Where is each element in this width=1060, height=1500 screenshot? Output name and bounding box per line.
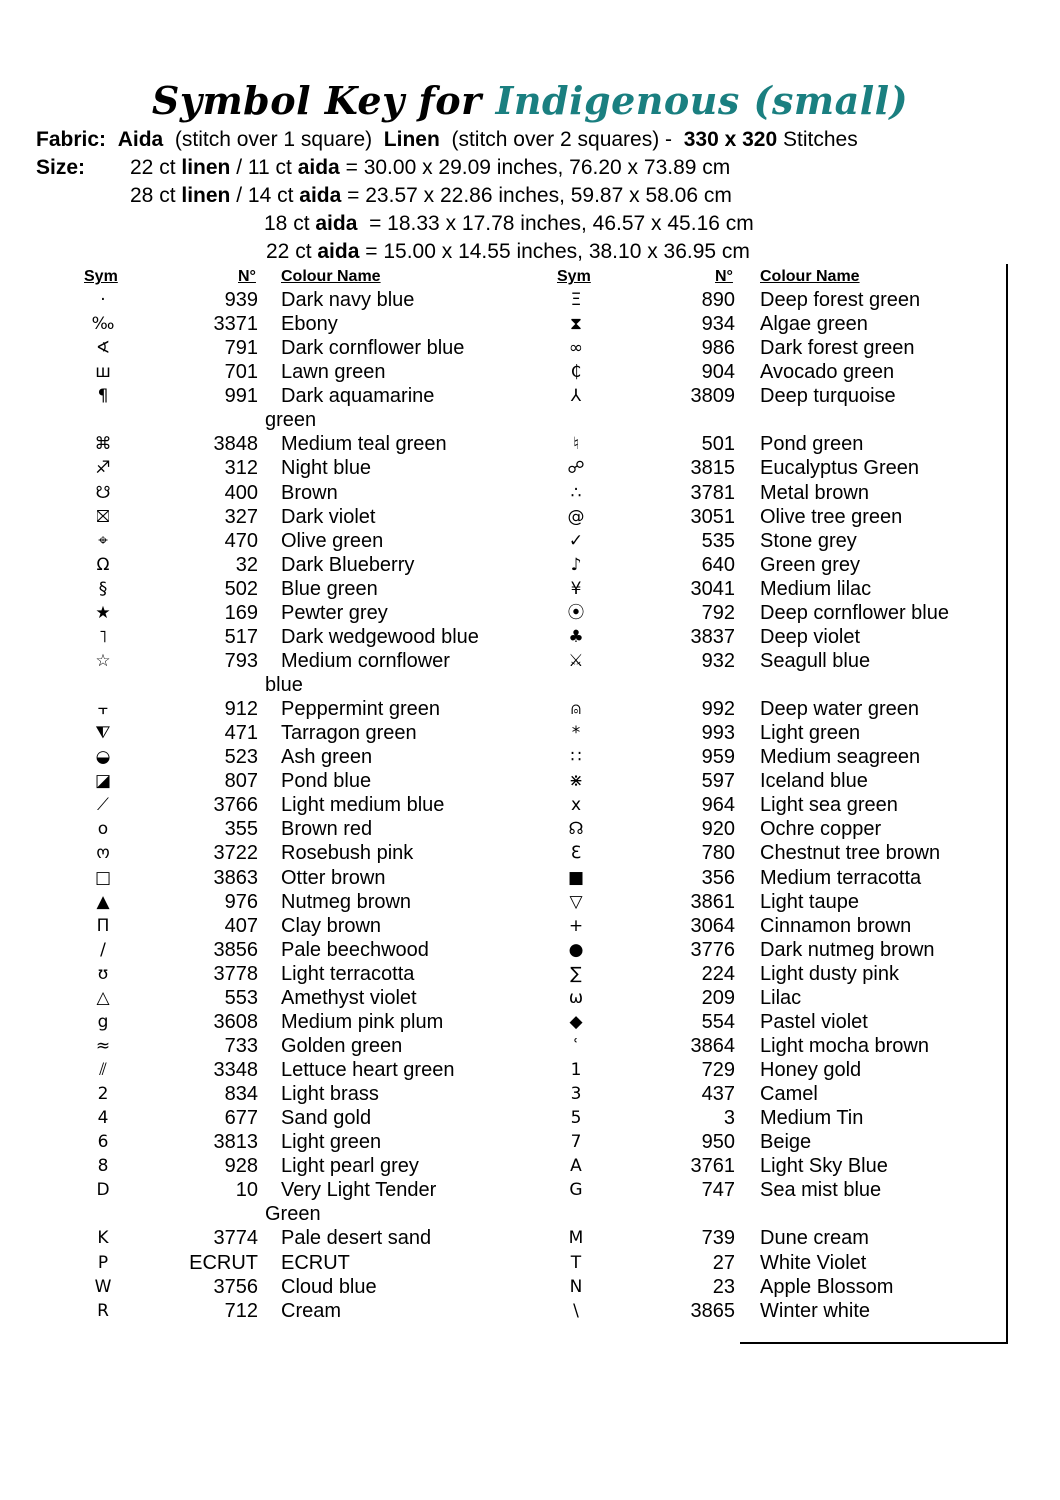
- colour-name: Light pearl grey: [281, 1155, 419, 1178]
- symbol-glyph: 3: [570, 1084, 582, 1105]
- thread-number: 502: [224, 577, 258, 600]
- thread-number: 834: [224, 1083, 258, 1106]
- symbol-glyph: ◆: [569, 1011, 583, 1032]
- symbol-glyph: ₵: [570, 362, 582, 383]
- colour-name: Iceland blue: [760, 770, 868, 793]
- thread-number: 3776: [690, 938, 735, 961]
- symbol-glyph: 2: [97, 1084, 109, 1105]
- colour-name: Pastel violet: [760, 1010, 868, 1033]
- colour-name: Sea mist blue: [760, 1179, 882, 1202]
- thread-number: 437: [701, 1083, 735, 1106]
- page-title: [0, 76, 1060, 126]
- thread-number: 3848: [213, 433, 258, 456]
- right-header-num: N°: [715, 268, 733, 285]
- thread-number: 3815: [690, 457, 735, 480]
- thread-number: 3608: [213, 1010, 258, 1033]
- colour-name: Medium lilac: [760, 577, 872, 600]
- thread-number: 959: [701, 746, 735, 769]
- symbol-glyph: ∞: [568, 338, 584, 359]
- symbol-glyph: ℇ: [570, 843, 582, 864]
- symbol-glyph: ·: [100, 290, 106, 310]
- symbol-glyph: @: [567, 506, 585, 527]
- colour-name: Pond green: [760, 433, 864, 456]
- thread-number: 3856: [213, 938, 258, 961]
- symbol-glyph: ∷: [570, 747, 582, 768]
- thread-number: 677: [224, 1107, 258, 1130]
- thread-number: 3722: [213, 842, 258, 865]
- colour-name: Algae green: [760, 313, 868, 336]
- thread-number: 597: [701, 770, 735, 793]
- thread-number: 400: [224, 481, 258, 504]
- colour-name: Blue green: [281, 577, 378, 600]
- colour-name: Lilac: [760, 986, 802, 1009]
- thread-number: 792: [701, 601, 735, 624]
- thread-number: 992: [701, 698, 735, 721]
- colour-name: Winter white: [760, 1299, 871, 1322]
- symbol-glyph: ∑: [570, 963, 582, 984]
- colour-name: Cloud blue: [281, 1275, 377, 1298]
- colour-name: Dark wedgewood blue: [281, 625, 479, 648]
- thread-number: 747: [701, 1179, 735, 1202]
- colour-name: Light sea green: [760, 794, 898, 817]
- stitches-label: Stitches: [783, 128, 858, 151]
- thread-number: 3781: [690, 481, 735, 504]
- right-header-sym: Sym: [557, 268, 591, 285]
- symbol-glyph: ʿ: [573, 1035, 579, 1056]
- symbol-glyph: P: [97, 1252, 109, 1273]
- thread-number: 32: [235, 553, 258, 576]
- symbol-glyph: ♮: [572, 434, 580, 455]
- thread-number: 535: [701, 529, 735, 552]
- thread-number: 3756: [213, 1275, 258, 1298]
- thread-number: ECRUT: [189, 1251, 258, 1274]
- colour-name: Amethyst violet: [281, 986, 417, 1009]
- symbol-glyph: ‰: [91, 314, 115, 335]
- colour-name: Dark cornflower blue: [281, 337, 465, 360]
- colour-name: Medium pink plum: [281, 1010, 444, 1033]
- thread-number: 793: [224, 649, 258, 672]
- thread-number: 934: [701, 313, 735, 336]
- colour-name: Light green: [760, 722, 861, 745]
- colour-name: Pewter grey: [281, 601, 388, 624]
- thread-number: 928: [224, 1155, 258, 1178]
- colour-name: Olive green: [281, 529, 384, 552]
- fabric-linen-note: (stitch over 2 squares) -: [451, 128, 673, 151]
- left-header-sym: Sym: [84, 268, 118, 285]
- size-line-1: 22 ct linen / 11 ct aida = 30.00 x 29.09 inches, 76.20 x 73.89 cm: [130, 156, 731, 179]
- thread-number: 890: [701, 289, 735, 311]
- colour-name: Ebony: [281, 313, 338, 336]
- colour-name: Pond blue: [281, 770, 372, 793]
- symbol-glyph: ო: [96, 843, 110, 864]
- thread-number: 224: [701, 962, 735, 985]
- colour-name: Seagull blue: [760, 649, 871, 672]
- symbol-glyph: G: [569, 1180, 583, 1201]
- thread-number: 950: [701, 1131, 735, 1154]
- fabric-aida-note: (stitch over 1 square): [174, 128, 373, 151]
- colour-name: Dark aquamarine: [281, 385, 435, 408]
- thread-number: 939: [224, 289, 258, 311]
- thread-number: 904: [701, 361, 735, 384]
- colour-name: Nutmeg brown: [281, 890, 412, 913]
- colour-name: Tarragon green: [281, 722, 417, 745]
- symbol-glyph: ♐: [95, 458, 111, 479]
- thread-number: 169: [224, 601, 258, 624]
- colour-name-continued: green: [265, 409, 317, 432]
- colour-name: Brown red: [281, 818, 373, 841]
- thread-number: 3051: [690, 505, 735, 528]
- colour-name: Light green: [281, 1131, 382, 1154]
- symbol-glyph: ✓: [568, 530, 584, 551]
- thread-number: 501: [701, 433, 735, 456]
- thread-number: 554: [701, 1010, 735, 1033]
- thread-number: 355: [224, 818, 258, 841]
- thread-number: 3813: [213, 1131, 258, 1154]
- symbol-glyph: △: [96, 987, 110, 1008]
- symbol-glyph: ♣: [568, 626, 584, 647]
- thread-number: 23: [712, 1275, 735, 1298]
- symbol-glyph: Π: [96, 915, 110, 936]
- symbol-glyph: A: [570, 1156, 582, 1177]
- thread-number: 209: [701, 986, 735, 1009]
- symbol-glyph: 8: [97, 1156, 109, 1177]
- thread-number: 976: [224, 890, 258, 913]
- thread-number: 3778: [213, 962, 258, 985]
- thread-number: 986: [701, 337, 735, 360]
- thread-number: 3371: [213, 313, 258, 336]
- symbol-glyph: Ω: [96, 554, 110, 575]
- right-header-name: Colour Name: [760, 268, 860, 285]
- colour-name: Otter brown: [281, 866, 386, 889]
- thread-number: 729: [701, 1059, 735, 1081]
- left-header-num: N°: [238, 268, 256, 285]
- colour-name: Deep forest green: [760, 289, 921, 311]
- colour-name: Very Light Tender: [281, 1179, 437, 1202]
- thread-number: 3809: [690, 385, 735, 408]
- thread-number: 3863: [213, 866, 258, 889]
- colour-name: Lettuce heart green: [281, 1059, 455, 1081]
- symbol-glyph: M: [568, 1228, 584, 1249]
- colour-name: Dark navy blue: [281, 289, 415, 311]
- colour-name: Golden green: [281, 1034, 403, 1057]
- fabric-aida: Aida: [117, 128, 164, 151]
- colour-name: Deep cornflower blue: [760, 601, 949, 624]
- symbol-glyph: /: [100, 939, 106, 960]
- thread-number: 3865: [690, 1299, 735, 1322]
- colour-name: Cinnamon brown: [760, 914, 912, 937]
- colour-name: Pale desert sand: [281, 1227, 432, 1250]
- symbol-glyph: ⅄: [570, 386, 582, 407]
- symbol-glyph: ⧨: [95, 723, 111, 744]
- symbol-glyph: ☋: [95, 482, 111, 503]
- symbol-glyph: ʊ: [97, 963, 109, 984]
- table-right-border: [1006, 264, 1008, 1344]
- thread-number: 312: [224, 457, 258, 480]
- colour-name: Deep turquoise: [760, 385, 896, 408]
- colour-name: Beige: [760, 1131, 812, 1154]
- colour-name: Light Sky Blue: [760, 1155, 888, 1178]
- symbol-glyph: ⚔: [568, 650, 584, 671]
- thread-number: 3: [723, 1107, 735, 1130]
- symbol-glyph: ●: [568, 939, 584, 960]
- colour-name: Stone grey: [760, 529, 857, 552]
- symbol-glyph: \: [573, 1300, 579, 1321]
- thread-number: 920: [701, 818, 735, 841]
- thread-number: 3864: [690, 1034, 735, 1057]
- colour-name: Dark violet: [281, 505, 376, 528]
- thread-number: 993: [701, 722, 735, 745]
- symbol-glyph: ☊: [568, 819, 584, 840]
- thread-number: 3766: [213, 794, 258, 817]
- thread-number: 10: [235, 1179, 258, 1202]
- symbol-glyph: ∴: [570, 482, 582, 503]
- colour-name: Lawn green: [281, 361, 386, 384]
- symbol-glyph: ≈: [95, 1035, 111, 1056]
- symbol-glyph: ⫽: [99, 1060, 107, 1080]
- colour-name-continued: blue: [265, 673, 303, 696]
- size-line-2: 28 ct linen / 14 ct aida = 23.57 x 22.86 inches, 59.87 x 58.06 cm: [130, 184, 732, 207]
- thread-number: 407: [224, 914, 258, 937]
- symbol-glyph: ш: [95, 362, 111, 383]
- symbol-glyph: ⍝: [570, 699, 582, 720]
- thread-number: 471: [224, 722, 258, 745]
- colour-name: Apple Blossom: [760, 1275, 894, 1298]
- colour-name: Dark Blueberry: [281, 553, 415, 576]
- symbol-glyph: ⫟: [97, 699, 109, 720]
- symbol-glyph: W: [94, 1276, 112, 1297]
- thread-number: 791: [224, 337, 258, 360]
- colour-name: Medium seagreen: [760, 746, 921, 769]
- symbol-glyph: T: [570, 1252, 582, 1273]
- symbol-glyph: D: [96, 1180, 110, 1201]
- table-bottom-border: [740, 1342, 1008, 1344]
- symbol-glyph: ▽: [569, 891, 583, 912]
- symbol-glyph: ∢: [95, 338, 111, 359]
- colour-name: ECRUT: [281, 1251, 350, 1274]
- colour-name: Medium terracotta: [760, 866, 922, 889]
- colour-name: Deep violet: [760, 625, 861, 648]
- colour-name: Night blue: [281, 457, 372, 480]
- size-line-3: 18 ct aida = 18.33 x 17.78 inches, 46.57 x 45.16 cm: [264, 212, 754, 235]
- colour-name: Green grey: [760, 553, 861, 576]
- symbol-glyph: ★: [95, 602, 111, 623]
- colour-name: Light taupe: [760, 890, 859, 913]
- symbol-glyph: 6: [97, 1132, 109, 1153]
- symbol-glyph: R: [97, 1300, 109, 1321]
- thread-number: 356: [701, 866, 735, 889]
- symbol-glyph: N: [569, 1276, 583, 1297]
- thread-number: 964: [701, 794, 735, 817]
- symbol-glyph: ¶: [97, 386, 109, 407]
- left-header-name: Colour Name: [281, 268, 381, 285]
- thread-number: 733: [224, 1034, 258, 1057]
- colour-name: Medium Tin: [760, 1107, 864, 1130]
- symbol-glyph: K: [97, 1228, 109, 1249]
- colour-name: Honey gold: [760, 1059, 862, 1081]
- symbol-glyph: ♪: [570, 554, 582, 575]
- colour-name: Ochre copper: [760, 818, 882, 841]
- title-pattern-name: Indigenous (small): [495, 78, 909, 123]
- symbol-glyph: +: [568, 915, 584, 936]
- size-line-4: 22 ct aida = 15.00 x 14.55 inches, 38.10 x 36.95 cm: [266, 240, 750, 263]
- thread-number: 640: [701, 553, 735, 576]
- symbol-glyph: ⟋: [97, 795, 109, 816]
- thread-number: 701: [224, 361, 258, 384]
- colour-name: Cream: [281, 1299, 342, 1322]
- thread-number: 932: [701, 649, 735, 672]
- symbol-glyph: ⦿: [567, 602, 585, 623]
- thread-number: 3837: [690, 625, 735, 648]
- symbol-glyph: ☆: [95, 650, 111, 671]
- colour-name: Chestnut tree brown: [760, 842, 941, 865]
- colour-name: Light terracotta: [281, 962, 415, 985]
- thread-number: 3774: [213, 1227, 258, 1250]
- symbol-glyph: g: [97, 1011, 109, 1032]
- thread-number: 991: [224, 385, 258, 408]
- colour-name: Peppermint green: [281, 698, 440, 721]
- thread-number: 912: [224, 698, 258, 721]
- thread-number: 807: [224, 770, 258, 793]
- thread-number: 553: [224, 986, 258, 1009]
- symbol-glyph: x: [570, 795, 582, 816]
- symbol-glyph: 7: [570, 1132, 582, 1153]
- symbol-glyph: §: [98, 578, 108, 599]
- colour-name: Dark nutmeg brown: [760, 938, 935, 961]
- colour-name: Deep water green: [760, 698, 919, 721]
- colour-name: Olive tree green: [760, 505, 903, 528]
- symbol-glyph: ◒: [95, 747, 111, 768]
- thread-number: 327: [224, 505, 258, 528]
- colour-name: White Violet: [760, 1251, 867, 1274]
- symbol-glyph: □: [94, 867, 112, 888]
- symbol-glyph: ■: [567, 867, 585, 888]
- fabric-line: [36, 126, 858, 154]
- symbol-glyph: ⧗: [570, 314, 582, 335]
- colour-name: Medium teal green: [281, 433, 447, 456]
- symbol-glyph: ⛝: [96, 506, 110, 527]
- fabric-label: Fabric:: [36, 128, 107, 151]
- colour-name: Clay brown: [281, 914, 382, 937]
- colour-name: Light brass: [281, 1083, 379, 1106]
- colour-name-continued: Green: [265, 1203, 321, 1226]
- thread-number: 470: [224, 529, 258, 552]
- symbol-glyph: ˥: [98, 626, 108, 647]
- symbol-glyph: ¥: [570, 578, 582, 599]
- symbol-glyph: ▲: [96, 891, 110, 912]
- thread-number: 3064: [690, 914, 735, 937]
- symbol-glyph: ⌘: [94, 434, 112, 455]
- colour-name: Ash green: [281, 746, 373, 769]
- symbol-glyph: 5: [570, 1108, 582, 1129]
- colour-name: Sand gold: [281, 1107, 372, 1130]
- size-label: Size:: [36, 156, 86, 179]
- symbol-glyph: Ξ: [570, 290, 582, 310]
- colour-name: Avocado green: [760, 361, 895, 384]
- thread-number: 27: [712, 1251, 735, 1274]
- thread-number: 3861: [690, 890, 735, 913]
- stitch-count: 330 x 320: [683, 128, 778, 151]
- colour-name: Dark forest green: [760, 337, 915, 360]
- colour-name: Light medium blue: [281, 794, 445, 817]
- symbol-glyph: ⌖: [98, 530, 108, 551]
- symbol-glyph: ◪: [94, 771, 112, 792]
- symbol-glyph: o: [97, 819, 109, 840]
- thread-number: 3041: [690, 577, 735, 600]
- symbol-glyph: ⋇: [568, 771, 584, 792]
- thread-number: 712: [224, 1299, 258, 1322]
- colour-name: Camel: [760, 1083, 818, 1106]
- colour-name: Medium cornflower: [281, 649, 450, 672]
- colour-name: Rosebush pink: [281, 842, 414, 865]
- thread-number: 739: [701, 1227, 735, 1250]
- colour-name: Brown: [281, 481, 338, 504]
- colour-name: Pale beechwood: [281, 938, 429, 961]
- colour-name: Eucalyptus Green: [760, 457, 919, 480]
- colour-name: Light mocha brown: [760, 1034, 929, 1057]
- symbol-glyph: 1: [570, 1060, 582, 1080]
- thread-number: 3348: [213, 1059, 258, 1081]
- thread-number: 3761: [690, 1155, 735, 1178]
- colour-name: Light dusty pink: [760, 962, 899, 985]
- colour-name: Metal brown: [760, 481, 869, 504]
- symbol-glyph: *: [571, 723, 581, 744]
- symbol-glyph: ω: [568, 987, 584, 1008]
- title-prefix: Symbol Key for: [151, 78, 482, 123]
- colour-name: Dune cream: [760, 1227, 869, 1250]
- symbol-glyph: ☍: [567, 458, 585, 479]
- symbol-glyph: 4: [97, 1108, 109, 1129]
- fabric-linen: Linen: [383, 128, 440, 151]
- thread-number: 780: [701, 842, 735, 865]
- thread-number: 517: [224, 625, 258, 648]
- thread-number: 523: [224, 746, 258, 769]
